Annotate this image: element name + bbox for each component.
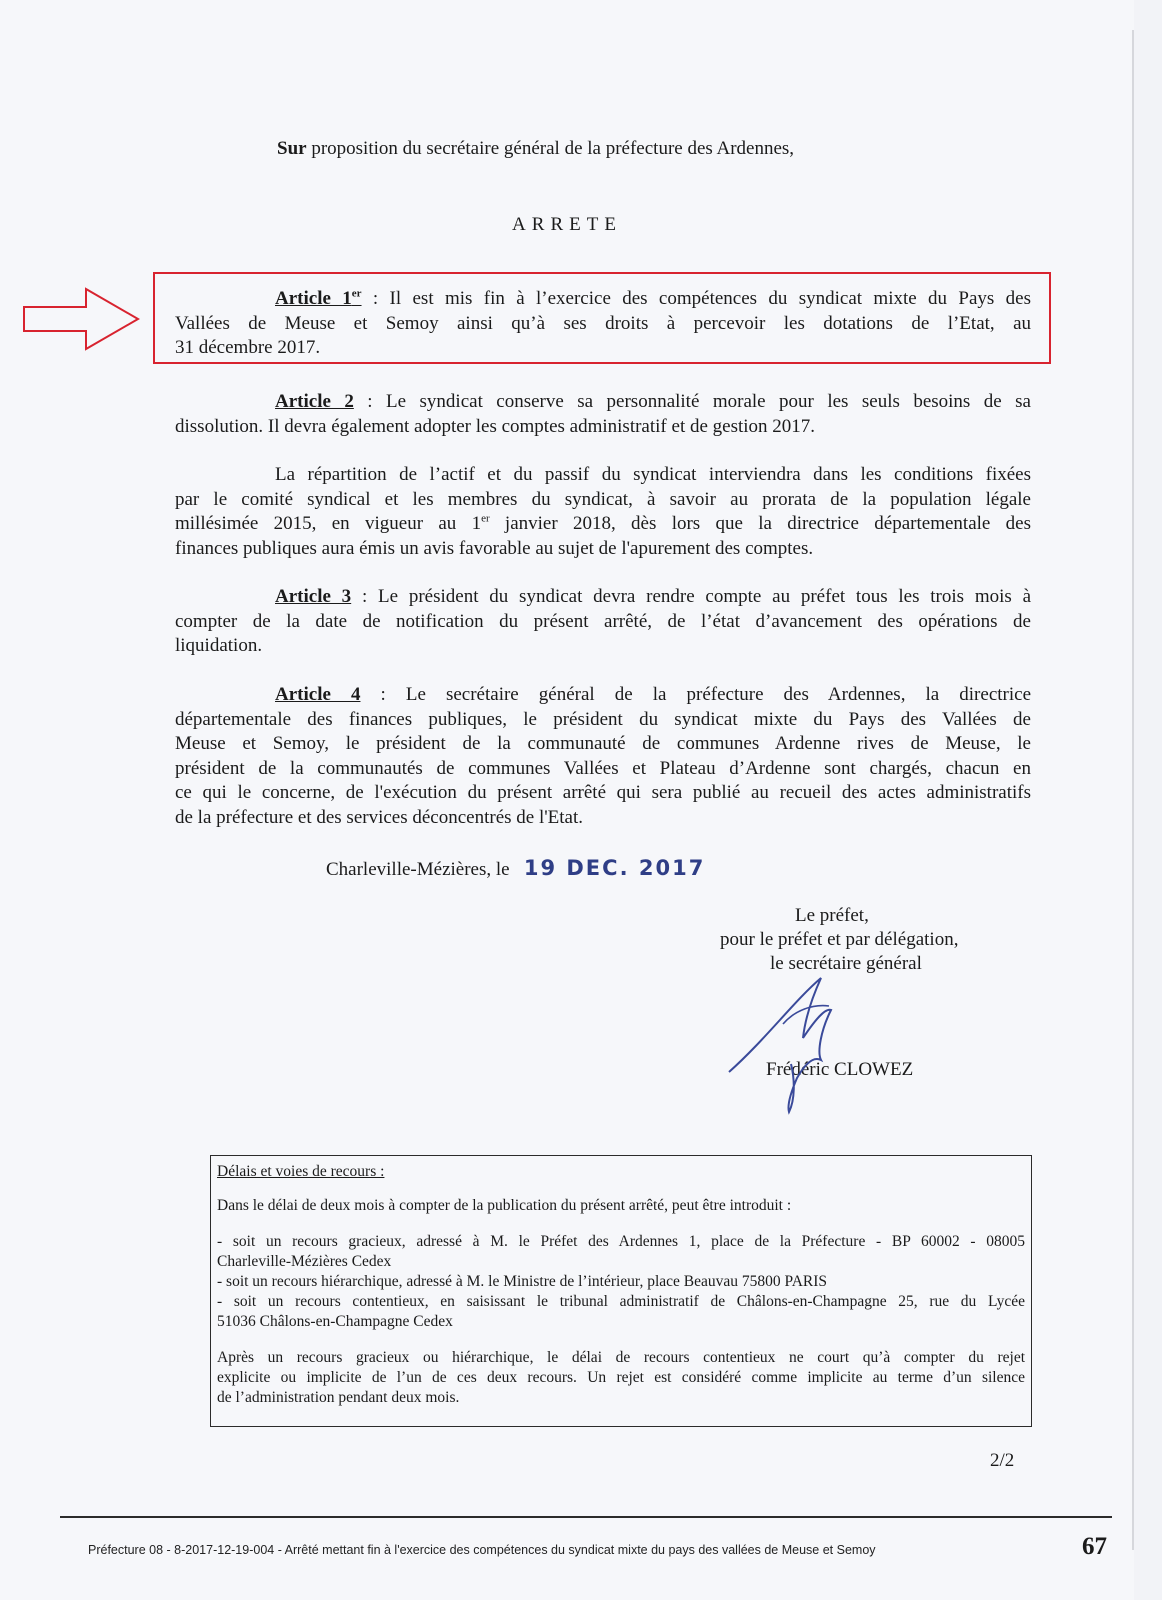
recours-item-3-cont: 51036 Châlons-en-Champagne Cedex [217, 1313, 453, 1330]
footer-page-number: 67 [1082, 1533, 1107, 1560]
recours-final-3: de l’administration pendant deux mois. [217, 1389, 460, 1406]
article-2: Article 2 : Le syndicat conserve sa personnalité morale pour les seuls besoins de sa dissolution. Il devra également adopter les comptes administratif et de gestion 2017. [175, 391, 1031, 437]
article-3-label: Article 3 [275, 586, 352, 607]
date-line: Charleville-Mézières, le 19 DEC. 2017 [326, 856, 706, 880]
recours-item-1: - soit un recours gracieux, adressé à M. le Préfet des Ardennes 1, place de la Préfecture - BP 60002 - 08005 [217, 1233, 1025, 1250]
signature-role: le secrétaire général [770, 953, 922, 974]
article-3: Article 3 : Le président du syndicat devra rendre compte au préfet tous les trois mois à compter de la date de notification du présent arrêté, de l’état d’avancement des opérations de liquidation. [175, 586, 1031, 656]
recours-title: Délais et voies de recours : [217, 1163, 385, 1180]
recours-item-1-cont: Charleville-Mézières Cedex [217, 1253, 392, 1270]
proposition-line: Sur proposition du secrétaire général de la préfecture des Ardennes, [277, 138, 795, 159]
recours-box [210, 1155, 1032, 1427]
article-4-label: Article 4 [275, 684, 361, 705]
signature-delegation: pour le préfet et par délégation, [720, 929, 959, 950]
page-indicator: 2/2 [990, 1450, 1015, 1471]
date-stamp: 19 DEC. 2017 [523, 856, 706, 880]
recours-final-2: explicite ou implicite de l’un de ces deux recours. Un rejet est considéré comme implicite au terme d’un silence [217, 1369, 1025, 1386]
recours-item-3: - soit un recours contentieux, en saisissant le tribunal administratif de Châlons-en-Champagne 25, rue du Lycée [217, 1293, 1025, 1310]
signature-title: Le préfet, [795, 905, 869, 926]
article-4: Article 4 : Le secrétaire général de la préfecture des Ardennes, la directrice départementale des finances publiques, le président du syndicat mixte du Pays des Vallées de Meuse et Semoy, le président de la communauté de communes Ardenne rives de Meuse, le président de la communautés de communes Vallées et Plateau d’Ardenne sont chargés, chacun en ce qui le concerne, de l'exécution du présent arrêté qui sera publié au recueil des actes administratifs de la préfecture et des services déconcentrés de l'Etat. [175, 684, 1032, 828]
footer-divider [60, 1516, 1112, 1518]
signatory-name: Frédéric CLOWEZ [766, 1059, 914, 1080]
recours-final-1: Après un recours gracieux ou hiérarchique, le délai de recours contentieux ne court qu’à compter du rejet [217, 1349, 1025, 1366]
pointer-arrow-icon [22, 287, 142, 351]
arrete-title: ARRETE [512, 214, 622, 235]
article-1-label: Article 1er [275, 287, 362, 309]
page-edge [1132, 30, 1134, 1550]
repartition-paragraph: La répartition de l’actif et du passif du syndicat interviendra dans les conditions fixées par le comité syndical et les membres du syndicat, à savoir au prorata de la population légale millésimée 2015, en vigueur au 1er janvier 2018, dès lors que la directrice départementale des finances publiques aura émis un avis favorable au sujet de l'apurement des comptes. [175, 464, 1031, 559]
article-2-label: Article 2 [275, 391, 354, 412]
footer-text: Préfecture 08 - 8-2017-12-19-004 - Arrêté mettant fin à l'exercice des compétences du syndicat mixte du pays des vallées de Meuse et Semoy [88, 1543, 876, 1557]
handwritten-signature-icon [725, 960, 865, 1120]
recours-intro: Dans le délai de deux mois à compter de la publication du présent arrêté, peut être introduit : [217, 1197, 792, 1214]
article-1: Article 1er : Il est mis fin à l’exercice des compétences du syndicat mixte du Pays des Vallées de Meuse et Semoy ainsi qu’à ses droits à percevoir les dotations de l’Etat, au 31 décembre 2017. [175, 287, 1031, 358]
recours-item-2: - soit un recours hiérarchique, adressé à M. le Ministre de l’intérieur, place Beauvau 75800 PARIS [217, 1273, 828, 1290]
